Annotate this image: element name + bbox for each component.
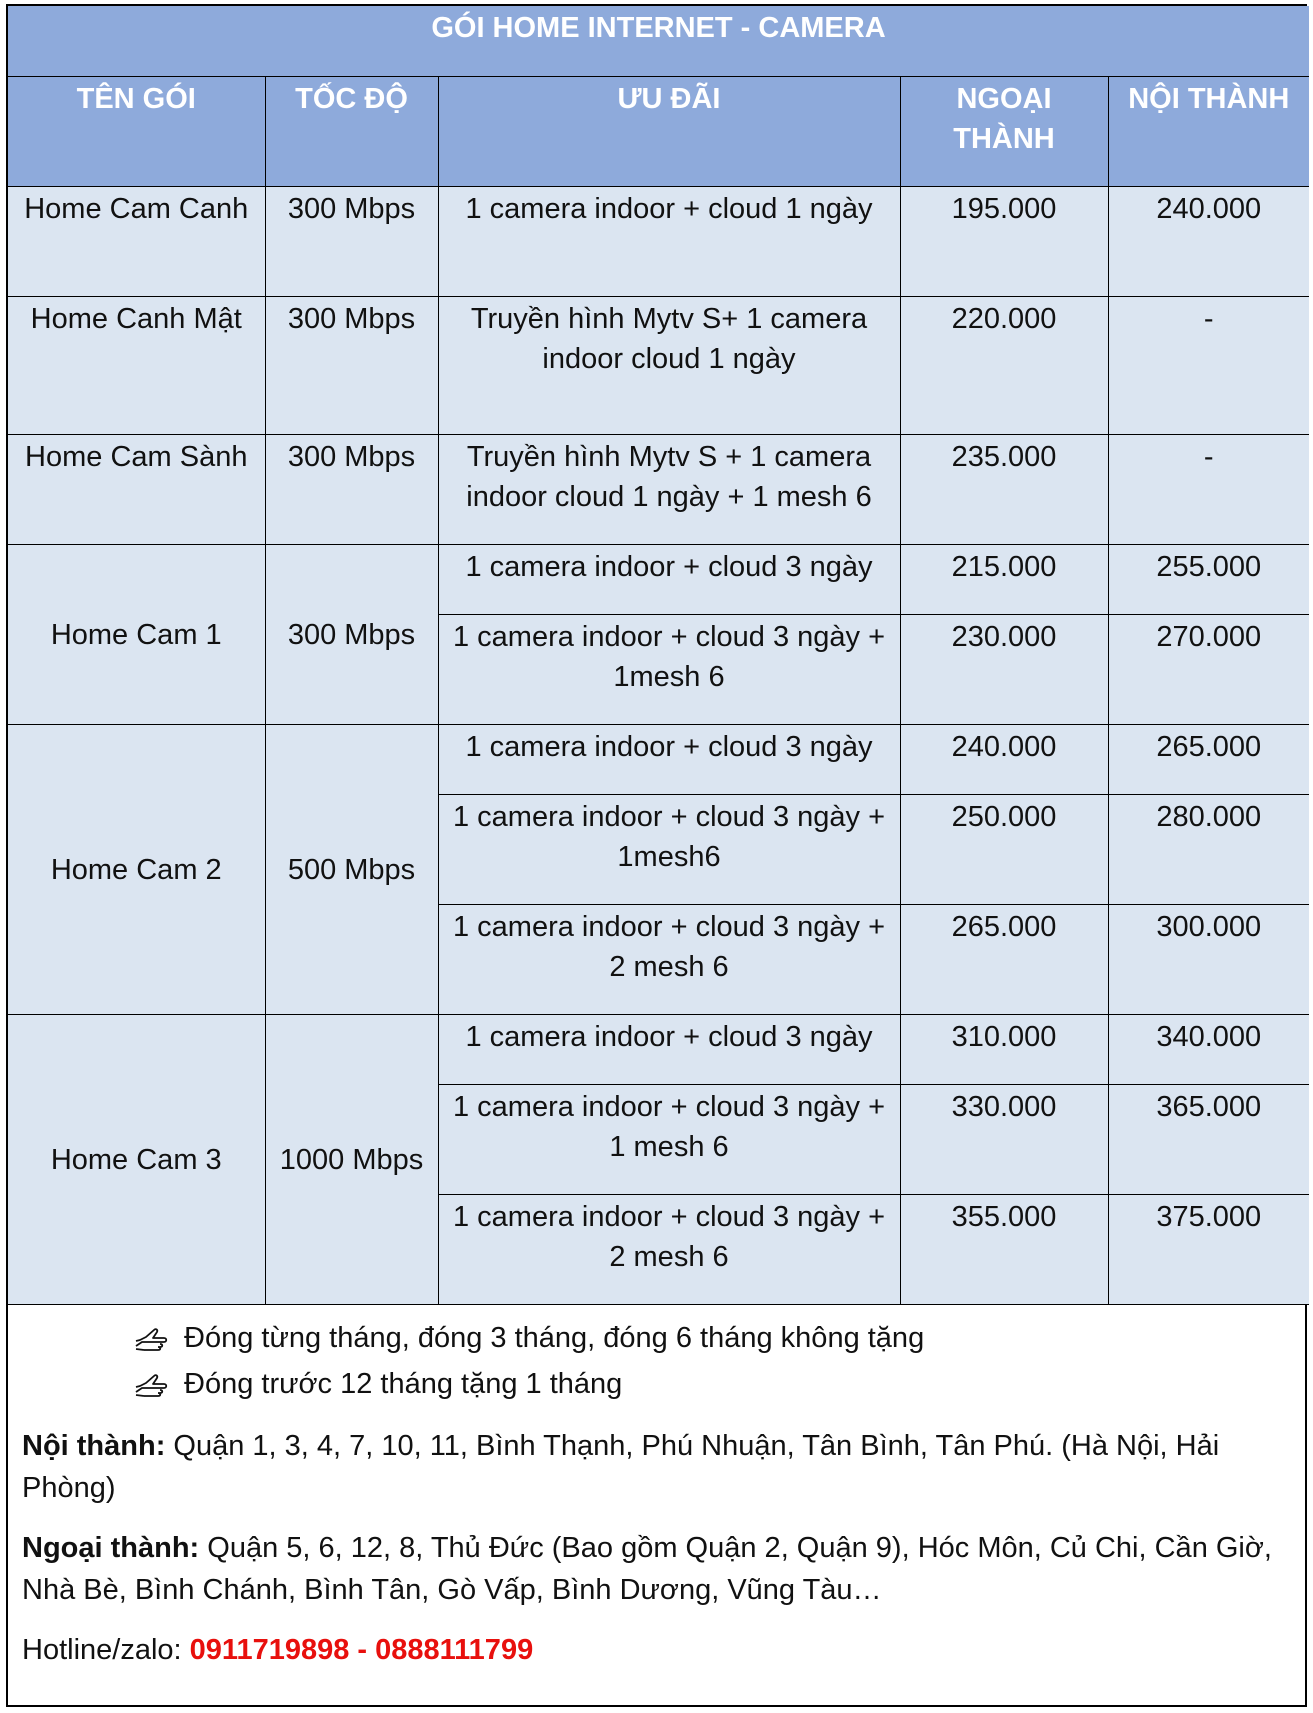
urban-price-cell: 255.000 <box>1108 544 1309 614</box>
package-name-cell: Home Cam 3 <box>8 1014 265 1304</box>
urban-price-cell: 265.000 <box>1108 724 1309 794</box>
suburban-price-cell: 310.000 <box>900 1014 1108 1084</box>
package-name-cell: Home Cam Canh <box>8 186 265 296</box>
offer-cell: 1 camera indoor + cloud 1 ngày <box>438 186 900 296</box>
package-speed-cell: 300 Mbps <box>265 186 438 296</box>
suburban-price-cell: 215.000 <box>900 544 1108 614</box>
urban-price-cell: 365.000 <box>1108 1084 1309 1194</box>
header-name: TÊN GÓI <box>8 76 265 186</box>
offer-cell: Truyền hình Mytv S+ 1 camera indoor cloud 1 ngày <box>438 296 900 434</box>
header-offer: ƯU ĐÃI <box>438 76 900 186</box>
urban-price-cell: 375.000 <box>1108 1194 1309 1304</box>
urban-price-cell: - <box>1108 434 1309 544</box>
price-table-body <box>8 186 1309 1304</box>
bullet-item <box>22 1361 1291 1407</box>
package-speed-cell: 300 Mbps <box>265 296 438 434</box>
bullet-list <box>22 1315 1291 1407</box>
table-row <box>8 296 1309 434</box>
urban-note-text: Quận 1, 3, 4, 7, 10, 11, Bình Thạnh, Phú Nhuận, Tân Bình, Tân Phú. (Hà Nội, Hải Phòng) <box>22 1429 1220 1504</box>
package-speed-cell: 500 Mbps <box>265 724 438 1014</box>
package-speed-cell: 300 Mbps <box>265 434 438 544</box>
offer-cell: 1 camera indoor + cloud 3 ngày + 1mesh 6 <box>438 614 900 724</box>
bullet-text: Đóng từng tháng, đóng 3 tháng, đóng 6 tháng không tặng <box>184 1321 925 1354</box>
offer-cell: 1 camera indoor + cloud 3 ngày + 2 mesh 6 <box>438 904 900 1014</box>
price-table <box>8 6 1309 1305</box>
pointing-hand-icon <box>134 1369 174 1399</box>
package-name-cell: Home Canh Mật <box>8 296 265 434</box>
suburban-price-cell: 230.000 <box>900 614 1108 724</box>
package-speed-cell: 300 Mbps <box>265 544 438 724</box>
urban-price-cell: - <box>1108 296 1309 434</box>
header-urban: NỘI THÀNH <box>1108 76 1309 186</box>
suburban-note <box>22 1527 1291 1611</box>
offer-cell: 1 camera indoor + cloud 3 ngày + 1mesh6 <box>438 794 900 904</box>
offer-cell: 1 camera indoor + cloud 3 ngày <box>438 724 900 794</box>
hotline-numbers[interactable]: 0911719898 - 0888111799 <box>189 1633 534 1666</box>
hotline <box>22 1629 1291 1671</box>
suburban-note-label: Ngoại thành: <box>22 1531 200 1564</box>
bullet-item <box>22 1315 1291 1361</box>
table-row <box>8 544 1309 614</box>
suburban-price-cell: 250.000 <box>900 794 1108 904</box>
suburban-note-text: Quận 5, 6, 12, 8, Thủ Đức (Bao gồm Quận 2, Quận 9), Hóc Môn, Củ Chi, Cần Giờ, Nhà Bè, Bình Chánh, Bình Tân, Gò Vấp, Bình Dương, Vũng Tàu… <box>22 1531 1272 1606</box>
package-name-cell: Home Cam Sành <box>8 434 265 544</box>
bullet-text: Đóng trước 12 tháng tặng 1 tháng <box>184 1367 623 1400</box>
package-name-cell: Home Cam 2 <box>8 724 265 1014</box>
table-row <box>8 434 1309 544</box>
table-row <box>8 186 1309 296</box>
offer-cell: 1 camera indoor + cloud 3 ngày + 1 mesh 6 <box>438 1084 900 1194</box>
urban-note-label: Nội thành: <box>22 1429 166 1462</box>
suburban-price-cell: 195.000 <box>900 186 1108 296</box>
urban-price-cell: 240.000 <box>1108 186 1309 296</box>
pointing-hand-icon <box>134 1323 174 1353</box>
offer-cell: Truyền hình Mytv S + 1 camera indoor cloud 1 ngày + 1 mesh 6 <box>438 434 900 544</box>
urban-price-cell: 280.000 <box>1108 794 1309 904</box>
urban-price-cell: 340.000 <box>1108 1014 1309 1084</box>
table-row <box>8 724 1309 794</box>
suburban-price-cell: 265.000 <box>900 904 1108 1014</box>
header-speed: TỐC ĐỘ <box>265 76 438 186</box>
table-title: GÓI HOME INTERNET - CAMERA <box>8 6 1309 76</box>
hotline-label: Hotline/zalo: <box>22 1633 190 1666</box>
urban-price-cell: 300.000 <box>1108 904 1309 1014</box>
suburban-price-cell: 220.000 <box>900 296 1108 434</box>
suburban-price-cell: 240.000 <box>900 724 1108 794</box>
suburban-price-cell: 235.000 <box>900 434 1108 544</box>
package-speed-cell: 1000 Mbps <box>265 1014 438 1304</box>
offer-cell: 1 camera indoor + cloud 3 ngày + 2 mesh 6 <box>438 1194 900 1304</box>
package-name-cell: Home Cam 1 <box>8 544 265 724</box>
price-sheet <box>6 4 1307 1707</box>
urban-price-cell: 270.000 <box>1108 614 1309 724</box>
header-suburban: NGOẠI THÀNH <box>900 76 1108 186</box>
suburban-price-cell: 355.000 <box>900 1194 1108 1304</box>
notes-section <box>8 1305 1305 1671</box>
offer-cell: 1 camera indoor + cloud 3 ngày <box>438 544 900 614</box>
offer-cell: 1 camera indoor + cloud 3 ngày <box>438 1014 900 1084</box>
table-row <box>8 1014 1309 1084</box>
urban-note <box>22 1425 1291 1509</box>
suburban-price-cell: 330.000 <box>900 1084 1108 1194</box>
